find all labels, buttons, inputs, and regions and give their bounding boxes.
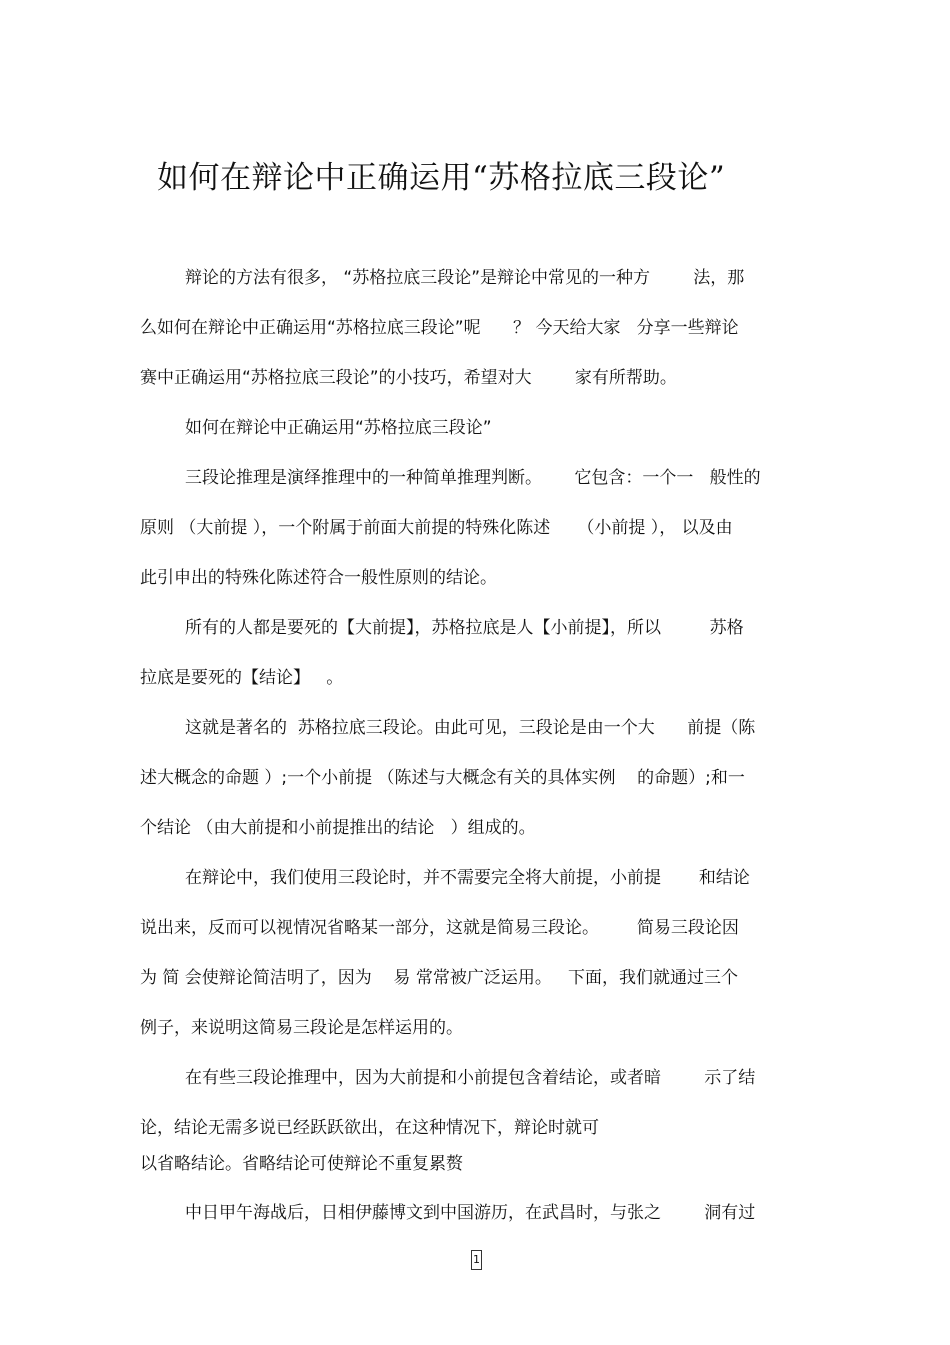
text-line: 例子，来说明这简易三段论是怎样运用的。	[140, 1018, 463, 1038]
text-line: 赛中正确运用“苏格拉底三段论”的小技巧，希望对大 家有所帮助。	[140, 368, 677, 388]
text-line: 以省略结论。省略结论可使辩论不重复累赘	[140, 1154, 463, 1174]
text-line: 辩论的方法有很多， “苏格拉底三段论”是辩论中常见的一种方 法，那	[185, 268, 745, 288]
text-line: 这就是著名的 苏格拉底三段论。由此可见，三段论是由一个大 前提（陈	[185, 718, 756, 738]
text-line: 三段论推理是演绎推理中的一种简单推理判断。 它包含：一个一 般性的	[185, 468, 761, 488]
text-line: 么如何在辩论中正确运用“苏格拉底三段论”呢 ？ 今天给大家 分享一些辩论	[140, 318, 739, 338]
text-line: 如何在辩论中正确运用“苏格拉底三段论”	[185, 418, 492, 438]
text-line: 所有的人都是要死的【大前提】，苏格拉底是人【小前提】，所以 苏格	[185, 618, 744, 638]
text-line: 在有些三段论推理中，因为大前提和小前提包含着结论，或者暗 示了结	[185, 1068, 756, 1088]
text-line: 此引申出的特殊化陈述符合一般性原则的结论。	[140, 568, 497, 588]
text-line: 述大概念的命题 ）;一个小前提 （陈述与大概念有关的具体实例 的命题）;和一	[140, 768, 745, 788]
text-line: 论，结论无需多说已经跃跃欲出，在这种情况下，辩论时就可	[140, 1118, 599, 1138]
text-line: 个结论 （由大前提和小前提推出的结论 ）组成的。	[140, 818, 536, 838]
text-line: 中日甲午海战后，日相伊藤博文到中国游历，在武昌时，与张之 洞有过	[185, 1203, 756, 1223]
text-line: 原则 （大前提 ），一个附属于前面大前提的特殊化陈述 （小前提 ）， 以及由	[140, 518, 733, 538]
text-line: 在辩论中，我们使用三段论时，并不需要完全将大前提，小前提 和结论	[185, 868, 750, 888]
text-line: 拉底是要死的【结论】 。	[140, 668, 344, 688]
document-title: 如何在辩论中正确运用“苏格拉底三段论”	[157, 160, 726, 196]
text-line: 为 简 会使辩论简洁明了，因为 易 常常被广泛运用。 下面，我们就通过三个	[140, 968, 739, 988]
text-line: 说出来，反而可以视情况省略某一部分，这就是简易三段论。 简易三段论因	[140, 918, 739, 938]
page-number: 1	[471, 1250, 482, 1270]
